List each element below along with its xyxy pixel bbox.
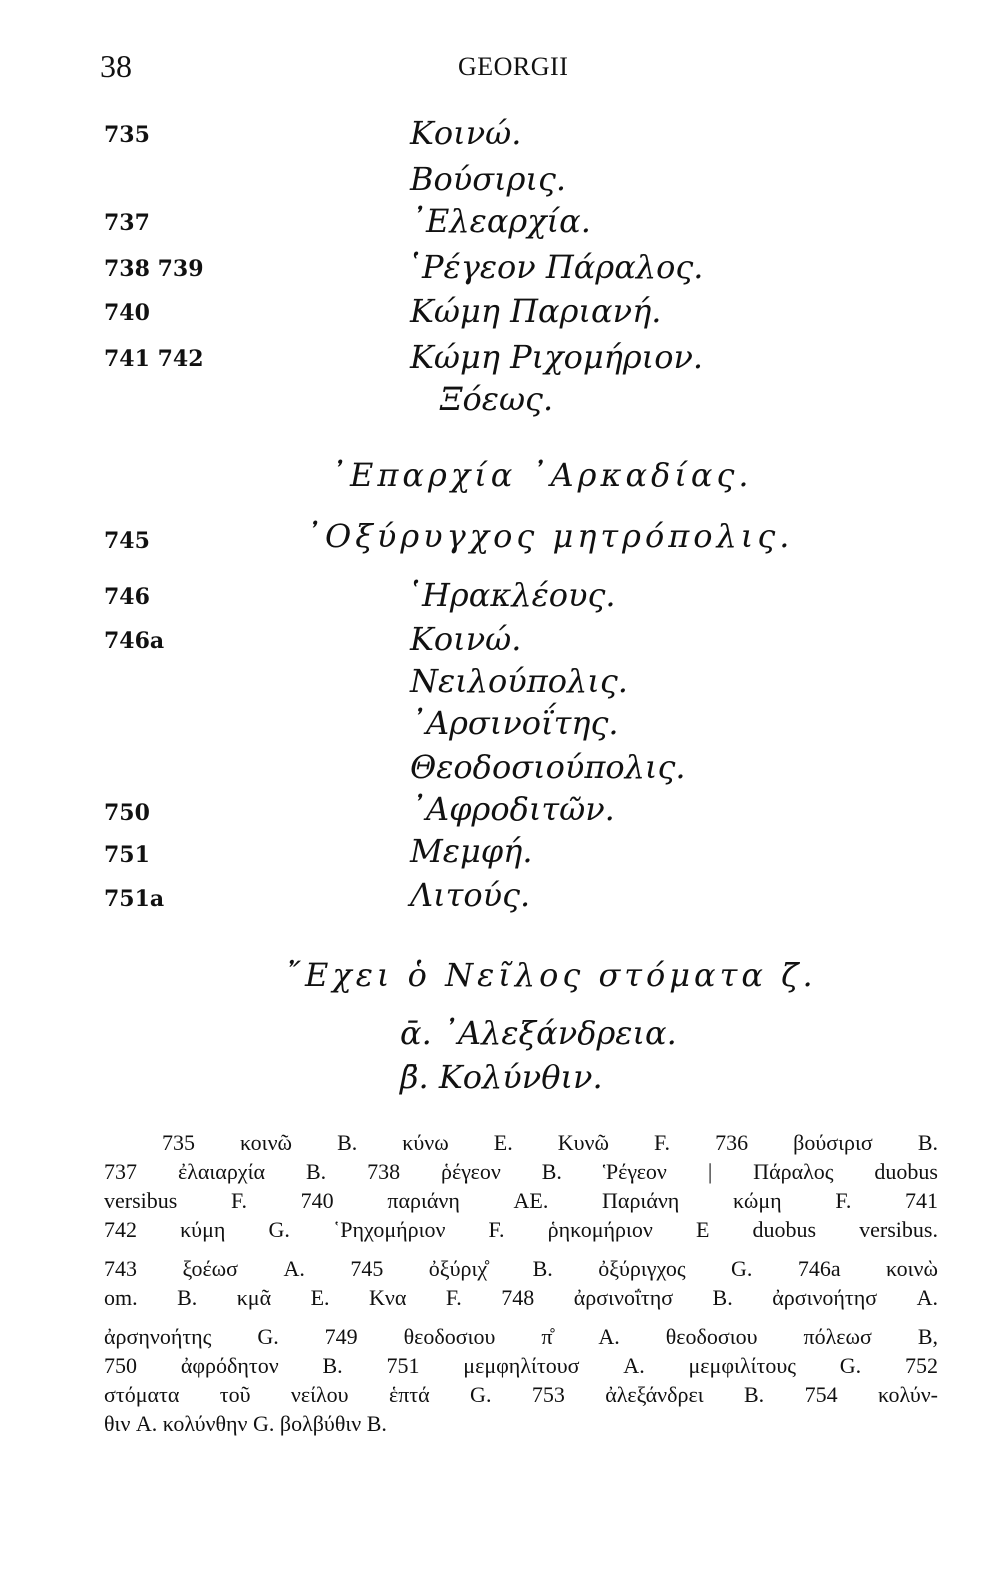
line-number: 751	[104, 842, 150, 868]
line-number: 738 739	[104, 256, 204, 282]
province-heading: ᾽Επαρχία ᾽Αρκαδίας.	[330, 456, 753, 494]
apparatus-line: θιν A. κολύνθην G. βολβύθιν B.	[104, 1411, 387, 1436]
apparatus-line: om. B. κμᾶ E. Κνα F. 748 ἀρσινοΐτησ B. ἀρσινοήτησ A.	[104, 1285, 938, 1310]
entry-text: Κώμη Ριχομήριον.	[410, 338, 704, 376]
entry-text: ῾Ρέγεον Πάραλος.	[406, 248, 704, 286]
entry-text: Νειλούπολις.	[410, 662, 628, 700]
line-number: 751a	[104, 886, 165, 912]
line-number: 745	[104, 528, 150, 554]
apparatus-line: στόματα τοῦ νείλου ἑπτά G. 753 ἀλεξάνδρει B. 754 κολύν-	[104, 1382, 938, 1407]
entry-text: ᾽Αφροδιτῶν.	[410, 790, 615, 828]
line-number: 750	[104, 800, 150, 826]
mouth-entry: ᾱ. ᾽Αλεξάνδρεια.	[400, 1014, 677, 1052]
entry-text: ᾽Αρσινοΐτης.	[410, 704, 619, 742]
page-number: 38	[100, 48, 132, 84]
critical-apparatus	[104, 1128, 938, 1438]
line-number: 737	[104, 210, 150, 236]
line-number: 746	[104, 584, 150, 610]
apparatus-line: 742 κύμη G. ῾Ρηχομήριον F. ῥηκομήριον E duobus versibus.	[104, 1217, 938, 1242]
apparatus-line: 743 ξοέωσ A. 745 ὀξύριχ̊ B. ὀξύριγχος G. 746a κοινὼ	[104, 1256, 938, 1281]
entry-text: Θεοδοσιούπολις.	[410, 748, 686, 786]
metropolis-entry: ᾽Οξύρυγχος μητρόπολις.	[305, 517, 794, 555]
line-number: 735	[104, 122, 150, 148]
entry-text: Κώμη Παριανή.	[410, 292, 662, 330]
entry-text: Κοινώ.	[410, 620, 522, 658]
apparatus-line: 735 κοινῶ B. κύνω E. Κυνῶ F. 736 βούσιρισ B.	[162, 1130, 938, 1155]
entry-text: Κοινώ.	[410, 114, 522, 152]
line-number: 741 742	[104, 346, 204, 372]
entry-text: Μεμφή.	[410, 832, 533, 870]
mouth-entry: β̄. Κολύνθιν.	[400, 1058, 603, 1096]
line-number: 740	[104, 300, 150, 326]
entry-text: Βούσιρις.	[410, 160, 567, 198]
running-head: GEORGII	[458, 52, 569, 81]
nile-heading: ῎Εχει ὁ Νεῖλος στόματα ζ̄.	[285, 956, 817, 994]
apparatus-line: 737 ἐλαιαρχία B. 738 ῥέγεον B. Ῥέγεον | Πάραλος duobus	[104, 1159, 938, 1184]
apparatus-line: versibus F. 740 παριάνη AE. Παριάνη κώμη F. 741	[104, 1188, 938, 1213]
apparatus-line: ἀρσηνοήτης G. 749 θεοδοσιου π̊ A. θεοδοσιου πόλεωσ B,	[104, 1324, 938, 1349]
entry-text: ᾽Ελεαρχία.	[410, 202, 591, 240]
entry-text: Λιτούς.	[410, 876, 531, 914]
entry-text: ῾Ηρακλέους.	[406, 576, 616, 614]
line-number: 746a	[104, 628, 165, 654]
apparatus-line: 750 ἀφρόδητον B. 751 μεμφηλίτουσ A. μεμφιλίτους G. 752	[104, 1353, 938, 1378]
entry-text: Ξόεως.	[440, 380, 554, 418]
